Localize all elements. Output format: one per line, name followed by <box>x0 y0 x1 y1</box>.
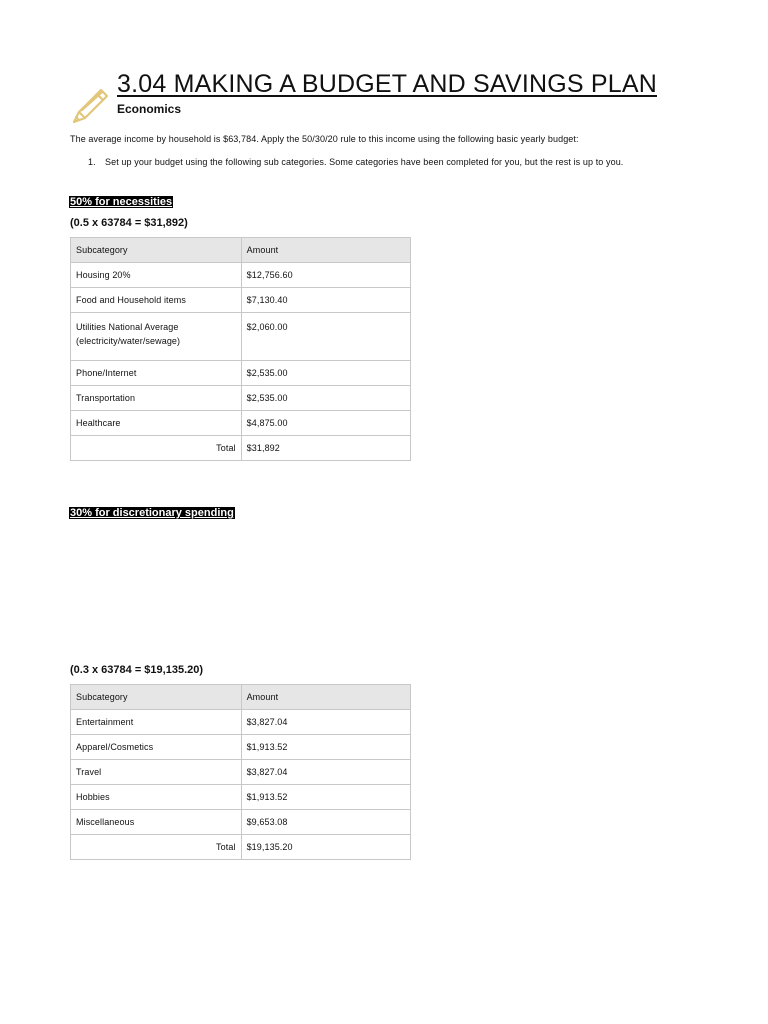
table-row <box>71 760 411 785</box>
total-label: Total <box>71 835 242 860</box>
cell-amount: $2,060.00 <box>241 313 410 361</box>
header-amount: Amount <box>241 238 410 263</box>
table-row <box>71 785 411 810</box>
cell-amount: $9,653.08 <box>241 810 410 835</box>
necessities-table <box>70 237 411 461</box>
cell-amount: $12,756.60 <box>241 263 410 288</box>
table-total-row <box>71 835 411 860</box>
cell-subcategory: Hobbies <box>71 785 242 810</box>
table-row <box>71 710 411 735</box>
total-value: $19,135.20 <box>241 835 410 860</box>
header-amount: Amount <box>241 685 410 710</box>
necessities-heading-wrap <box>69 192 173 210</box>
table-row <box>71 313 411 361</box>
cell-subcategory: Transportation <box>71 386 242 411</box>
subject-label: Economics <box>117 102 182 116</box>
instruction-number: 1. <box>88 157 96 167</box>
table-row <box>71 361 411 386</box>
table-total-row <box>71 436 411 461</box>
discretionary-heading-wrap <box>69 503 235 521</box>
table-row <box>71 810 411 835</box>
cell-subcategory: Food and Household items <box>71 288 242 313</box>
cell-amount: $2,535.00 <box>241 361 410 386</box>
discretionary-formula: (0.3 x 63784 = $19,135.20) <box>70 664 204 676</box>
table-row <box>71 263 411 288</box>
intro-text: The average income by household is $63,784. Apply the 50/30/20 rule to this income using the following basic yearly budget: <box>70 134 579 144</box>
discretionary-table <box>70 684 411 860</box>
instruction-item <box>88 156 623 168</box>
necessities-formula: (0.5 x 63784 = $31,892) <box>70 217 188 229</box>
cell-subcategory: Housing 20% <box>71 263 242 288</box>
page-title: 3.04 MAKING A BUDGET AND SAVINGS PLAN <box>117 70 657 98</box>
table-row <box>71 411 411 436</box>
cell-subcategory: Phone/Internet <box>71 361 242 386</box>
total-label: Total <box>71 436 242 461</box>
table-row <box>71 288 411 313</box>
cell-subcategory: Entertainment <box>71 710 242 735</box>
total-value: $31,892 <box>241 436 410 461</box>
cell-subcategory: Healthcare <box>71 411 242 436</box>
cell-subcategory: Apparel/Cosmetics <box>71 735 242 760</box>
cell-amount: $3,827.04 <box>241 710 410 735</box>
pencil-icon <box>68 80 112 124</box>
cell-subcategory: Travel <box>71 760 242 785</box>
necessities-heading: 50% for necessities <box>70 196 173 208</box>
cell-amount: $3,827.04 <box>241 760 410 785</box>
cell-amount: $1,913.52 <box>241 785 410 810</box>
table-header-row <box>71 685 411 710</box>
instruction-text: Set up your budget using the following sub categories. Some categories have been completed for you, but the rest is up to you. <box>105 157 624 167</box>
cell-amount: $4,875.00 <box>241 411 410 436</box>
cell-subcategory: Utilities National Average (electricity/water/sewage) <box>71 313 242 361</box>
cell-subcategory: Miscellaneous <box>71 810 242 835</box>
header-subcategory: Subcategory <box>71 685 242 710</box>
table-row <box>71 386 411 411</box>
cell-amount: $1,913.52 <box>241 735 410 760</box>
cell-amount: $7,130.40 <box>241 288 410 313</box>
table-header-row <box>71 238 411 263</box>
table-row <box>71 735 411 760</box>
cell-amount: $2,535.00 <box>241 386 410 411</box>
header-subcategory: Subcategory <box>71 238 242 263</box>
discretionary-heading: 30% for discretionary spending <box>70 507 234 519</box>
